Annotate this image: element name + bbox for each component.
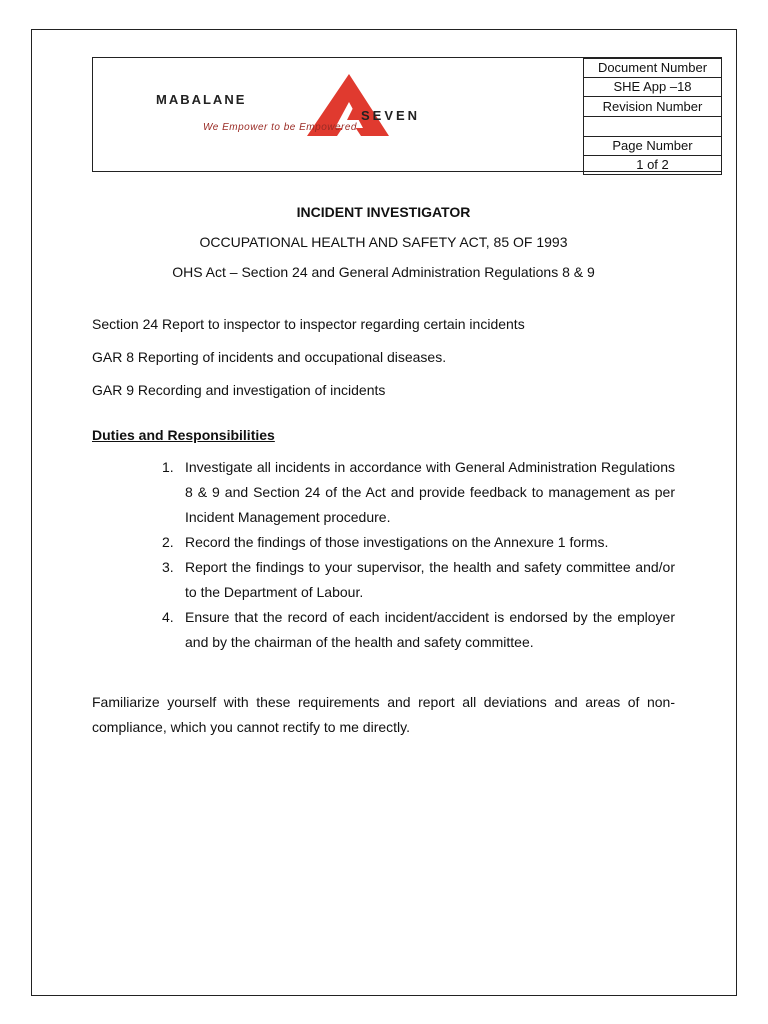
closing-paragraph: Familiarize yourself with these requirements and report all deviations and areas of non-compliance, which you cannot rectify to me directly. <box>92 694 675 735</box>
document-subtitle-2: OHS Act – Section 24 and General Administration Regulations 8 & 9 <box>172 264 595 280</box>
duty-item <box>92 605 675 655</box>
document-number-value: SHE App –18 <box>584 78 722 97</box>
duties-list <box>92 455 675 655</box>
logo-name-left: MABALANE <box>156 92 247 107</box>
duty-number: 3. <box>162 559 174 575</box>
reference-section-24: Section 24 Report to inspector to inspector regarding certain incidents <box>92 316 525 332</box>
duty-text: Report the findings to your supervisor, the health and safety committee and/or to the Department of Labour. <box>185 559 675 600</box>
duty-item <box>92 455 675 530</box>
reference-gar-8: GAR 8 Reporting of incidents and occupational diseases. <box>92 349 447 365</box>
document-subtitle: OCCUPATIONAL HEALTH AND SAFETY ACT, 85 OF 1993 <box>199 234 568 250</box>
duty-number: 1. <box>162 459 174 475</box>
duties-heading: Duties and Responsibilities <box>92 427 275 443</box>
logo-tagline: We Empower to be Empowered <box>203 122 357 133</box>
document-number-label: Document Number <box>584 59 722 78</box>
reference-gar-9: GAR 9 Recording and investigation of incidents <box>92 382 386 398</box>
page-number-value: 1 of 2 <box>584 156 722 175</box>
document-title: INCIDENT INVESTIGATOR <box>296 204 471 220</box>
duty-number: 2. <box>162 534 174 550</box>
duty-item <box>92 530 675 555</box>
duty-number: 4. <box>162 609 174 625</box>
duty-item <box>92 555 675 605</box>
document-info-table <box>583 58 722 175</box>
company-logo <box>93 58 583 171</box>
revision-number-value <box>584 117 722 137</box>
duty-text: Record the findings of those investigations on the Annexure 1 forms. <box>185 534 609 550</box>
revision-number-label: Revision Number <box>584 97 722 117</box>
page-number-label: Page Number <box>584 137 722 156</box>
document-body <box>92 200 675 754</box>
document-header <box>92 57 722 172</box>
logo-name-right: SEVEN <box>361 108 421 123</box>
duty-text: Investigate all incidents in accordance with General Administration Regulations 8 & 9 and Section 24 of the Act and provide feedback to management as per Incident Management procedure. <box>185 459 675 525</box>
duty-text: Ensure that the record of each incident/accident is endorsed by the employer and by the chairman of the health and safety committee. <box>185 609 675 650</box>
regulation-references <box>92 314 675 400</box>
